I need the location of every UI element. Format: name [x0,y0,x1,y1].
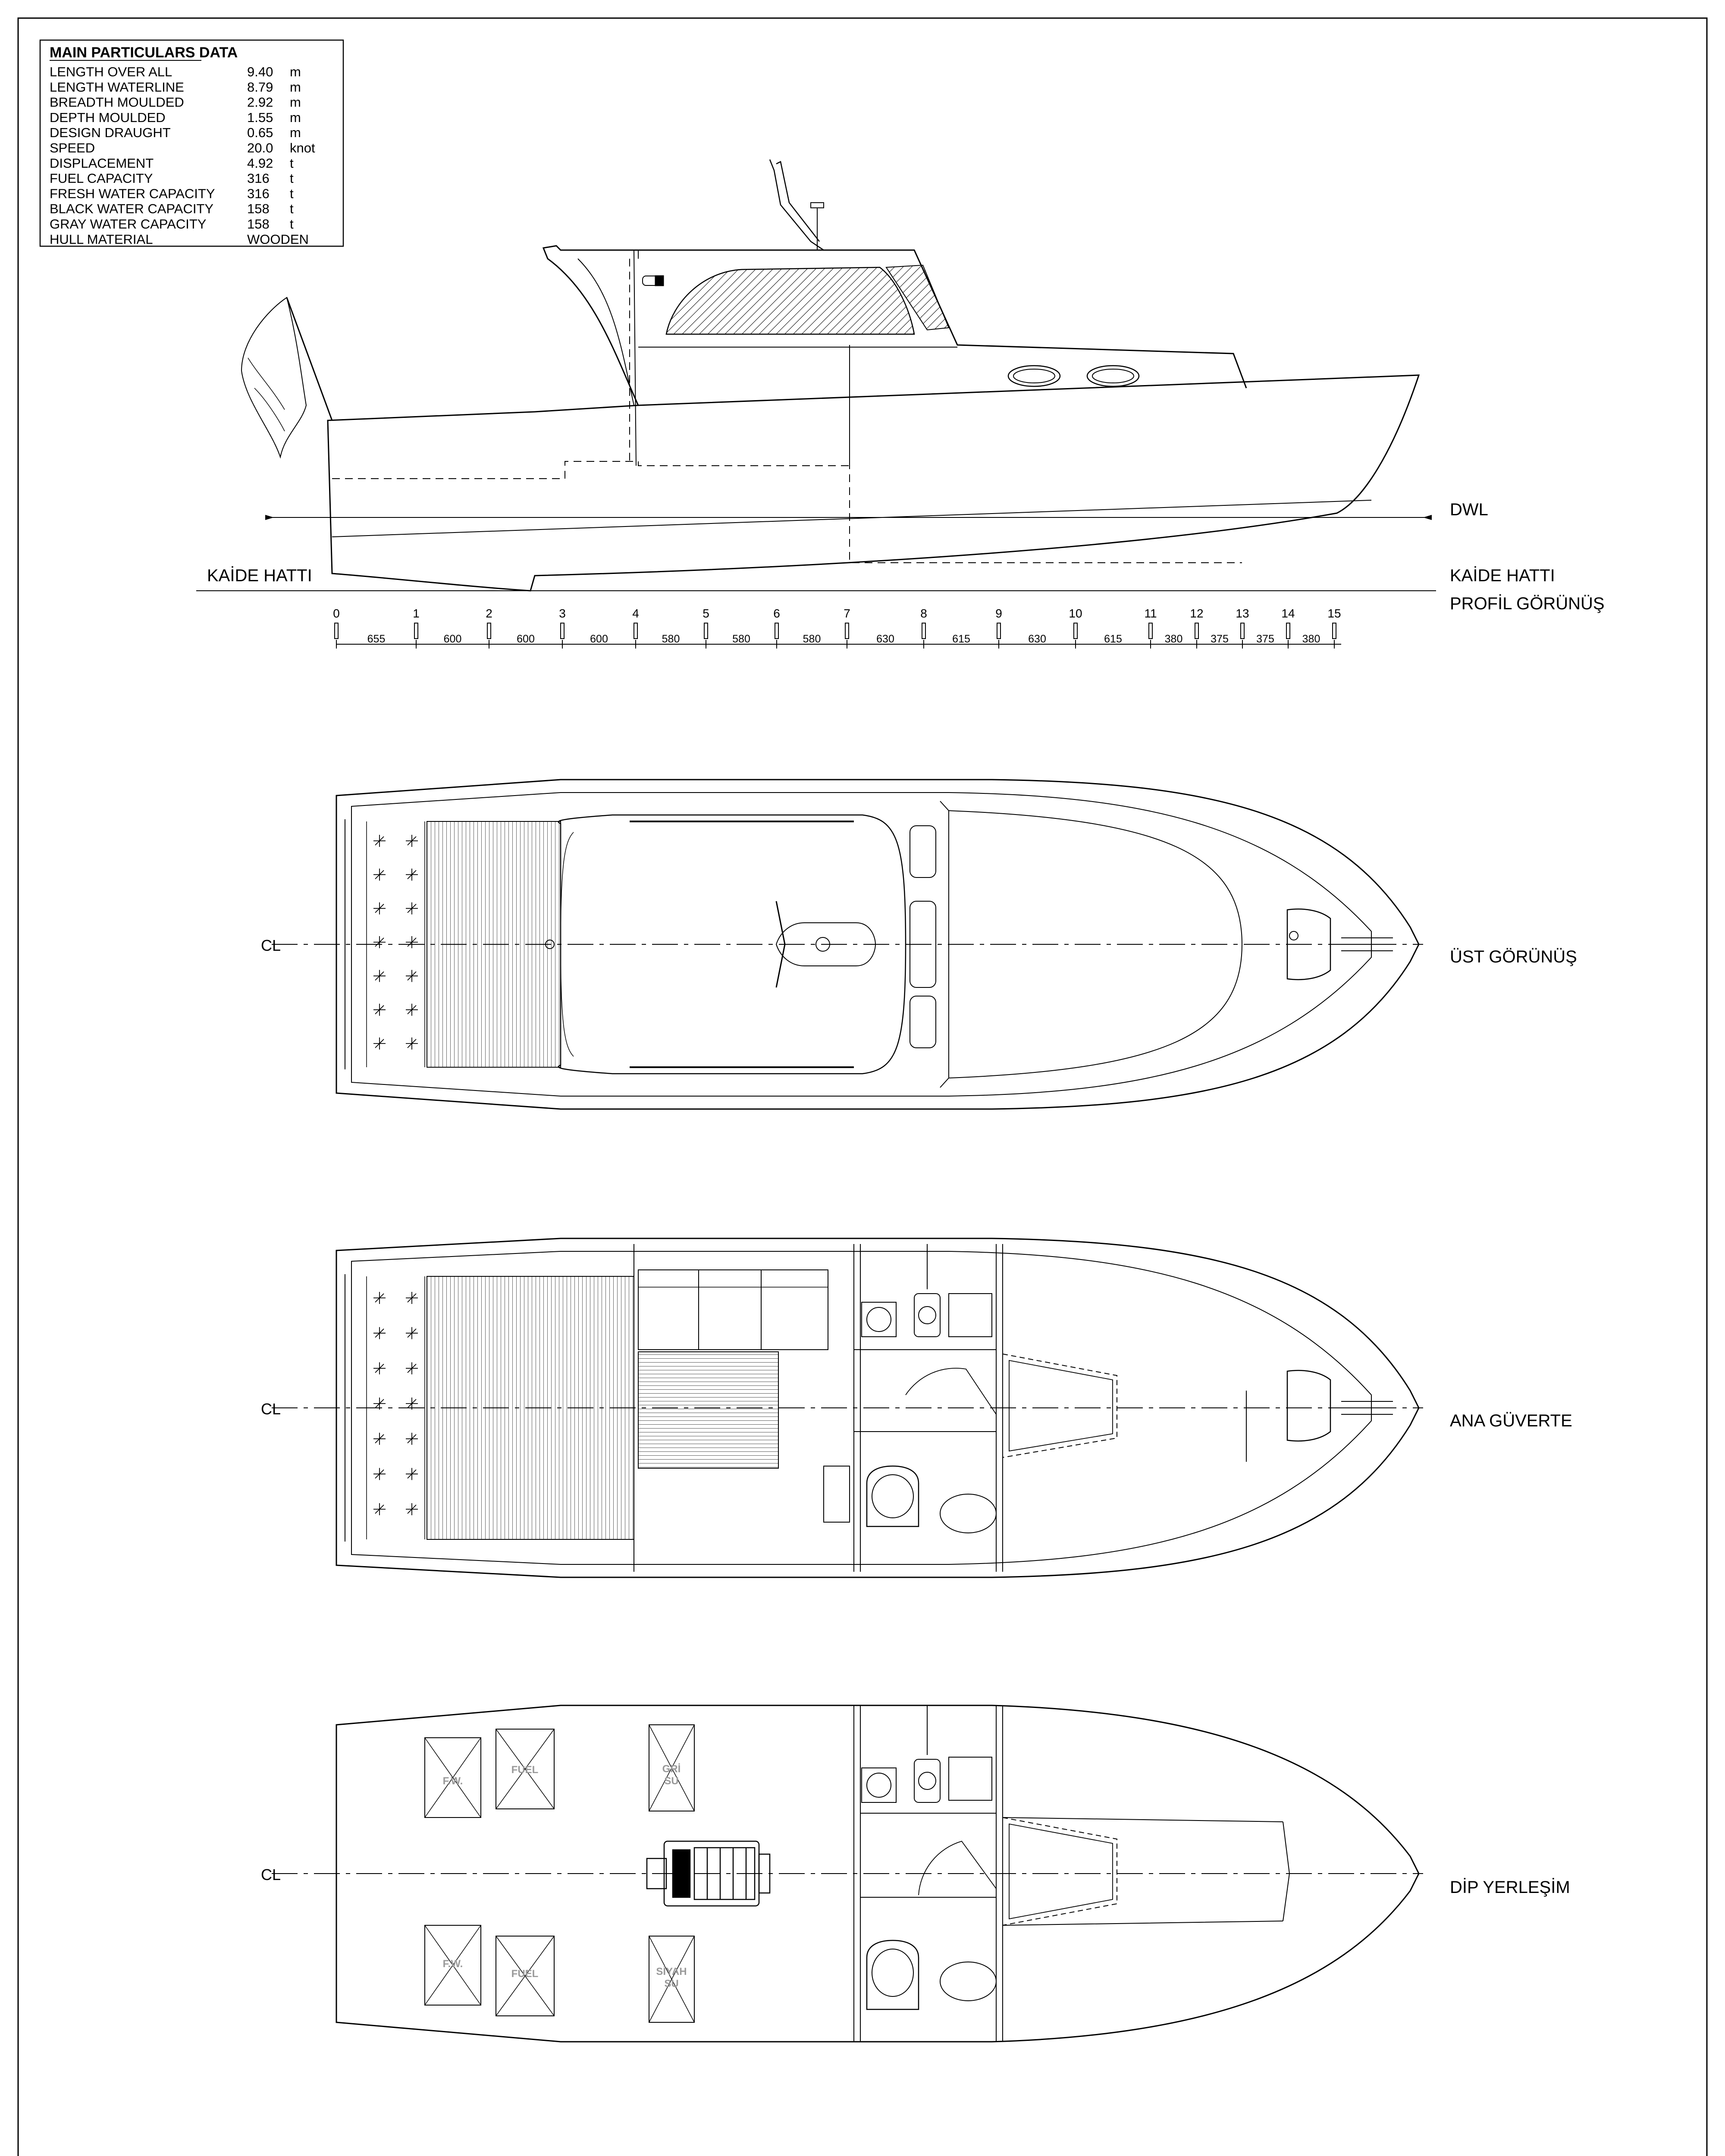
frame-tick [335,623,338,639]
top-view [272,780,1423,1109]
frame-tick [1195,623,1198,639]
frame-number: 8 [920,607,927,620]
frame-spacing: 600 [590,633,608,645]
particular-label: LENGTH OVER ALL [50,64,172,79]
frame-number: 0 [333,607,340,620]
tank-gray-label-1: GRİ [662,1763,681,1775]
profile-view [196,160,1436,591]
particular-unit: m [290,110,301,125]
frame-number: 5 [703,607,709,620]
particular-label: HULL MATERIAL [50,232,153,247]
hull-profile [328,375,1419,591]
frame-number: 13 [1236,607,1249,620]
particular-label: BREADTH MOULDED [50,94,184,110]
frame-spacing: 580 [662,633,680,645]
frame-spacing: 375 [1256,633,1274,645]
frame-tick [922,623,925,639]
frame-scale [333,607,1341,649]
particular-label: SPEED [50,140,95,156]
particular-label: DISPLACEMENT [50,155,154,171]
frame-spacing: 380 [1164,633,1183,645]
frame-number: 3 [559,607,566,620]
saloon-floor-grating [638,1352,778,1468]
main-deck-view [272,1238,1423,1577]
particular-unit: t [290,186,294,201]
particular-label: GRAY WATER CAPACITY [50,216,207,232]
tank-black-label-1: SİYAH [656,1966,687,1977]
particular-value: 0.65 [247,125,273,141]
frame-tick [1333,623,1336,639]
frame-spacing: 600 [443,633,462,645]
frame-tick [414,623,418,639]
bottom-centerline-label: CL [261,1866,281,1883]
particular-label: FRESH WATER CAPACITY [50,186,215,201]
cabin-window [666,267,914,334]
particular-unit: m [290,79,301,95]
frame-spacing: 655 [367,633,386,645]
main-particulars-table [40,40,343,247]
bottom-view-label: DİP YERLEŞİM [1450,1878,1570,1897]
top-view-label: ÜST GÖRÜNÜŞ [1450,947,1577,966]
vberth-outline [1003,1354,1117,1457]
frame-number: 12 [1190,607,1204,620]
bottom-view [272,1705,1423,2042]
tank-fuel-label-2: FUEL [511,1968,539,1980]
particular-value: WOODEN [247,232,309,247]
particular-unit: knot [290,140,315,156]
particular-label: DESIGN DRAUGHT [50,125,171,141]
tank-fuel-label-1: FUEL [511,1764,539,1776]
tank-fw-label-2: F.W. [442,1958,463,1970]
frame-number: 9 [995,607,1002,620]
particular-value: 158 [247,201,270,216]
frame-tick [1286,623,1290,639]
frame-spacing: 630 [1028,633,1046,645]
frame-number: 7 [844,607,850,620]
mast [770,160,824,250]
particular-label: LENGTH WATERLINE [50,79,184,95]
base-line-label-left: KAİDE HATTI [207,566,312,585]
frame-spacing: 630 [876,633,894,645]
tank-labels [443,1763,687,1990]
frame-number: 14 [1281,607,1295,620]
frame-tick [997,623,1000,639]
frame-spacing: 380 [1302,633,1320,645]
base-line-label-right: KAİDE HATTI [1450,566,1555,585]
frame-number: 6 [773,607,780,620]
frame-number: 4 [632,607,639,620]
particular-unit: t [290,155,294,171]
frame-spacing: 615 [952,633,970,645]
frame-number: 1 [413,607,420,620]
frame-tick [487,623,491,639]
frame-spacing: 580 [732,633,750,645]
washbasin-icon [940,1494,996,1533]
frame-number: 2 [486,607,492,620]
frame-tick [1149,623,1152,639]
helm-console [824,1466,850,1522]
settee [638,1270,828,1350]
tank-black-label-2: SU [664,1978,679,1990]
frame-tick [704,623,708,639]
particular-unit: m [290,125,301,141]
frame-tick [561,623,564,639]
particular-value: 316 [247,171,270,186]
tank-gray-label-2: SU [664,1775,679,1787]
tank-fw-label-1: F.W. [442,1775,463,1787]
frame-tick [775,623,778,639]
particular-label: BLACK WATER CAPACITY [50,201,214,216]
frame-number: 15 [1327,607,1341,620]
particular-value: 9.40 [247,64,273,79]
profile-view-label: PROFİL GÖRÜNÜŞ [1450,594,1605,613]
flag-icon [242,298,306,457]
particular-label: FUEL CAPACITY [50,171,153,186]
particular-value: 20.0 [247,140,273,156]
main-deck-label: ANA GÜVERTE [1450,1411,1572,1430]
frame-spacing: 600 [517,633,535,645]
dwl-label: DWL [1450,500,1488,519]
frame-tick [845,623,849,639]
particular-unit: t [290,201,294,216]
frame-tick [1241,623,1244,639]
frame-tick [1074,623,1077,639]
frame-spacing: 615 [1104,633,1122,645]
particular-value: 158 [247,216,270,232]
frame-tick [634,623,637,639]
particular-unit: t [290,216,294,232]
particular-unit: m [290,94,301,110]
particular-value: 1.55 [247,110,273,125]
particular-value: 4.92 [247,155,273,171]
particular-label: DEPTH MOULDED [50,110,166,125]
top-centerline-label: CL [261,937,281,954]
sheet-border [18,18,1707,2156]
particular-value: 8.79 [247,79,273,95]
particular-unit: m [290,64,301,79]
main-deck-centerline-label: CL [261,1400,281,1418]
anchor-locker [1287,1370,1330,1441]
particular-value: 2.92 [247,94,273,110]
frame-spacing: 580 [803,633,821,645]
frame-number: 10 [1069,607,1082,620]
particular-unit: t [290,171,294,186]
main-particulars-title: MAIN PARTICULARS DATA [50,44,238,61]
particular-value: 316 [247,186,270,201]
frame-spacing: 375 [1211,633,1229,645]
frame-number: 11 [1144,607,1157,620]
